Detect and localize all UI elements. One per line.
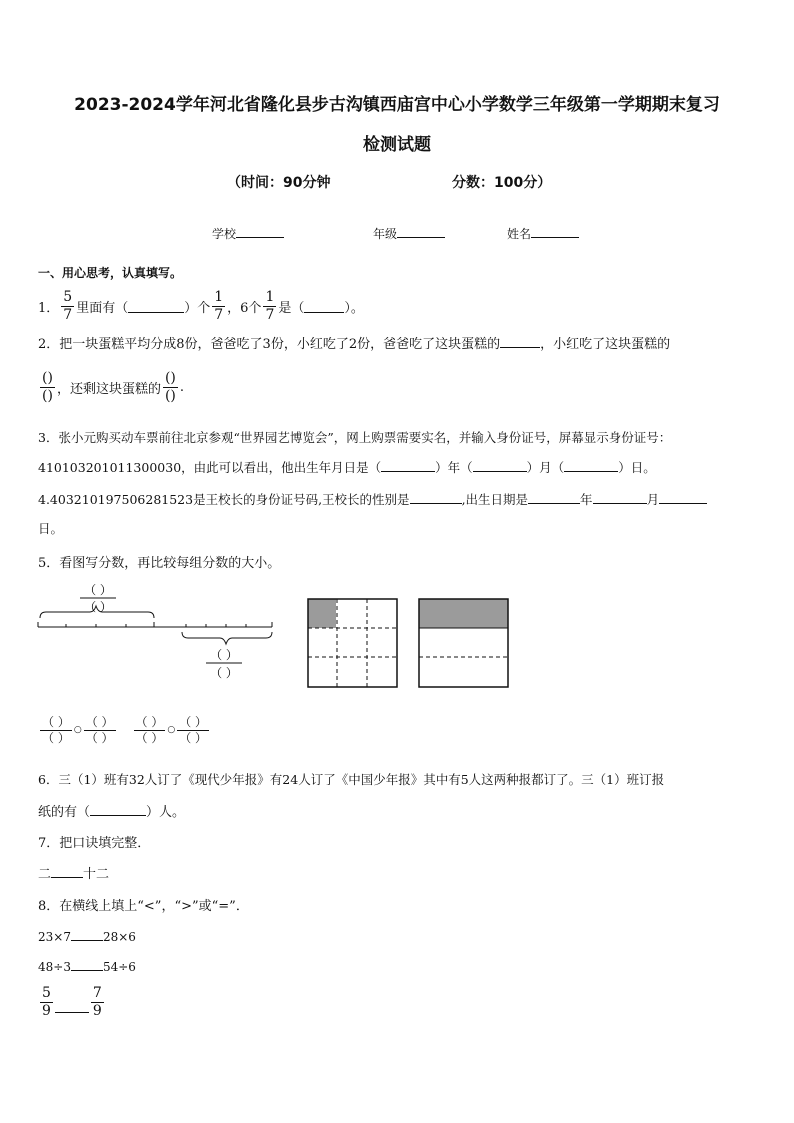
q5-grid-figure — [307, 598, 399, 688]
question-7-line2 — [38, 863, 109, 882]
top-fraction-denominator: （ ） — [84, 600, 112, 614]
question-2 — [38, 333, 670, 352]
question-6-line2 — [38, 801, 185, 820]
question-5: 5．看图写分数，再比较每组分数的大小。 — [38, 556, 281, 571]
q4-text: 年 — [580, 492, 593, 507]
q3-year-blank[interactable] — [381, 458, 435, 472]
q4-text: ,出生日期是 — [461, 492, 529, 507]
q4-month-blank[interactable] — [593, 490, 647, 504]
q8-fraction-left: $\frac{5}{9}$ — [42, 984, 51, 1019]
q4-text: 4.403210197506281523是王校长的身份证号码,王校长的性别是 — [38, 492, 410, 507]
q5-compare-circle[interactable]: ○ — [167, 725, 176, 735]
q1-fraction-2: $\frac{1}{7}$ — [214, 288, 224, 323]
q1-text: ，6个 — [227, 300, 262, 316]
q4-day-blank[interactable] — [659, 490, 707, 504]
q4-text: 月 — [646, 492, 660, 507]
grade-blank[interactable] — [397, 224, 445, 238]
grade-label: 年级 — [373, 227, 398, 241]
q1-text: ）个 — [184, 300, 211, 316]
q6-blank[interactable] — [90, 802, 146, 816]
q3-text: ）年（ — [435, 460, 473, 475]
q1-number: 1． — [38, 300, 60, 316]
q8-item-3 — [38, 982, 106, 1022]
page-title-line2: 检测试题 — [363, 135, 431, 155]
bottom-brace — [182, 632, 272, 644]
q8-fraction-right: $\frac{7}{9}$ — [92, 984, 102, 1019]
q4-gender-blank[interactable] — [410, 490, 462, 504]
q8-item-1: 23×7 28×6 — [38, 927, 136, 944]
name-field — [507, 224, 579, 242]
question-1 — [38, 286, 364, 326]
q5-number-line-figure — [36, 580, 276, 690]
q7-text: 二 — [38, 867, 52, 882]
q5-blank-fraction[interactable]: $\frac{( )}{( )}$ — [179, 714, 208, 745]
question-2-line2 — [38, 366, 184, 408]
question-3: 3．张小元购买动车票前往北京参观“世界园艺博览会”，网上购票需要实名，并输入身份证号，屏幕显示身份证号： — [38, 430, 672, 445]
name-blank[interactable] — [531, 224, 579, 238]
q6-text: ）人。 — [146, 805, 186, 820]
school-field — [212, 224, 284, 242]
q2-fraction-blank-2[interactable]: $\frac{()}{()}$ — [164, 369, 176, 404]
exam-score: 分数：100分） — [452, 175, 552, 191]
q2-text: 2．把一块蛋糕平均分成8份，爸爸吃了3份，小红吃了2份，爸爸吃了这块蛋糕的 — [38, 337, 501, 352]
q1-text: ）。 — [344, 300, 364, 316]
q4-year-blank[interactable] — [528, 490, 580, 504]
q1-blank-2[interactable] — [304, 299, 344, 313]
q5-comparisons — [38, 710, 211, 750]
q8-blank-3[interactable] — [55, 992, 89, 1013]
q2-dot: . — [179, 379, 185, 395]
name-label: 姓名 — [507, 227, 532, 241]
question-4 — [38, 490, 707, 508]
q8-blank-2[interactable] — [71, 957, 103, 971]
q5-strip-figure — [418, 598, 510, 688]
question-3-line2 — [38, 458, 656, 476]
q4-day-suffix: 日。 — [38, 521, 64, 536]
school-blank[interactable] — [236, 224, 284, 238]
q2-fraction-blank-1[interactable]: $\frac{()}{()}$ — [42, 369, 53, 404]
page-title: 2023-2024学年河北省隆化县步古沟镇西庙宫中心小学数学三年级第一学期期末复习 — [74, 95, 720, 115]
question-6: 6．三（1）班有32人订了《现代少年报》有24人订了《中国少年报》其中有5人这两种报都订了。三（1）班订报 — [38, 772, 665, 787]
q7-text: 十二 — [83, 867, 110, 882]
q3-text: ）月（ — [526, 460, 565, 475]
q8-item-2: 48÷3 54÷6 — [38, 957, 136, 974]
q8-blank-1[interactable] — [71, 927, 103, 941]
q3-text: ）日。 — [618, 460, 656, 475]
shaded-strip — [419, 599, 508, 628]
q1-text: 里面有（ — [76, 300, 129, 316]
question-8: 8．在横线上填上“<”，“>”或“=”． — [38, 899, 249, 914]
q2-text: ，还剩这块蛋糕的 — [56, 381, 161, 397]
grade-field — [373, 224, 445, 242]
q5-blank-fraction[interactable]: $\frac{( )}{( )}$ — [135, 714, 164, 745]
q1-text: 是（ — [278, 300, 305, 316]
q1-blank-1[interactable] — [128, 299, 184, 313]
top-fraction-numerator: （ ） — [84, 583, 112, 597]
q1-fraction-1: $\frac{5}{7}$ — [63, 288, 73, 323]
q2-text: ，小红吃了这块蛋糕的 — [540, 337, 671, 352]
section-heading: 一、用心思考，认真填写。 — [38, 266, 183, 280]
question-7: 7．把口诀填完整． — [38, 836, 151, 851]
shaded-cell — [308, 599, 336, 628]
q6-text: 纸的有（ — [38, 805, 91, 820]
exam-time: （时间：90分钟 — [227, 175, 331, 191]
q2-blank-1[interactable] — [500, 334, 540, 348]
q5-blank-fraction[interactable]: $\frac{( )}{( )}$ — [42, 714, 70, 745]
q5-blank-fraction[interactable]: $\frac{( )}{( )}$ — [85, 714, 114, 745]
q3-day-blank[interactable] — [564, 458, 618, 472]
q1-fraction-3: $\frac{1}{7}$ — [265, 288, 275, 323]
q3-month-blank[interactable] — [473, 458, 527, 472]
school-label: 学校 — [212, 227, 237, 241]
bottom-fraction-denominator: （ ） — [210, 666, 238, 680]
bottom-fraction-numerator: （ ） — [210, 648, 238, 662]
q7-blank[interactable] — [51, 864, 83, 878]
q3-text: 410103201011300030，由此可以看出，他出生年月日是（ — [38, 460, 382, 475]
q5-compare-circle[interactable]: ○ — [73, 725, 82, 735]
